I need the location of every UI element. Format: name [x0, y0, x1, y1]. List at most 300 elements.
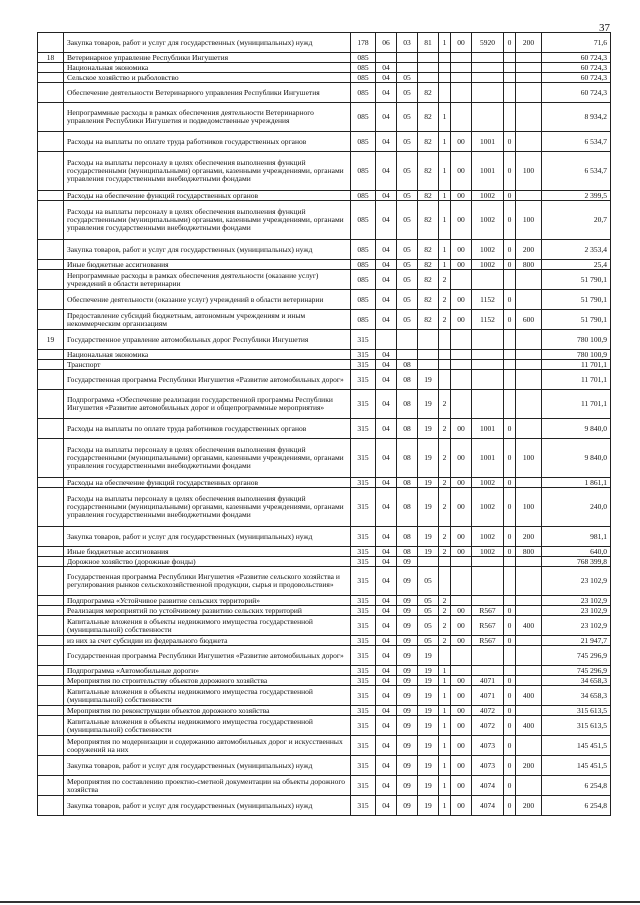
program-code-cell: 19 [418, 736, 439, 756]
item-name-cell: Капитальные вложения в объекты недвижимого имущества государственной (муниципальной) собственности [64, 616, 351, 636]
table-row [38, 796, 611, 816]
direction-code-cell [472, 350, 504, 360]
extra-code-cell: 0 [504, 736, 516, 756]
program-code-cell: 82 [418, 260, 439, 270]
program-code-cell: 19 [418, 419, 439, 439]
item-name-cell: Мероприятия по модернизации и содержанию автомобильных дорог и искусственных сооружений на них [64, 736, 351, 756]
program-code-cell: 19 [418, 390, 439, 419]
activity-code-cell: 00 [451, 240, 472, 260]
activity-code-cell: 00 [451, 547, 472, 557]
table-row [38, 330, 611, 350]
subsection-code-cell: 05 [397, 73, 418, 83]
subprogram-code-cell: 1 [439, 666, 451, 676]
expense-type-cell: 200 [516, 33, 542, 53]
table-row [38, 53, 611, 63]
activity-code-cell [451, 83, 472, 103]
row-number-cell [38, 547, 64, 557]
extra-code-cell [504, 596, 516, 606]
direction-code-cell: 1002 [472, 240, 504, 260]
program-code-cell: 19 [418, 478, 439, 488]
table-row [38, 191, 611, 201]
ministry-code-cell: 315 [351, 596, 376, 606]
activity-code-cell: 00 [451, 706, 472, 716]
ministry-code-cell: 315 [351, 666, 376, 676]
amount-cell: 51 790,1 [542, 270, 611, 290]
subprogram-code-cell: 1 [439, 796, 451, 816]
table-row [38, 390, 611, 419]
activity-code-cell: 00 [451, 310, 472, 330]
amount-cell: 9 840,0 [542, 439, 611, 478]
budget-table [37, 32, 611, 816]
row-number-cell [38, 636, 64, 646]
direction-code-cell [472, 103, 504, 132]
direction-code-cell: 1001 [472, 152, 504, 191]
activity-code-cell: 00 [451, 152, 472, 191]
item-name-cell: Иные бюджетные ассигнования [64, 547, 351, 557]
row-number-cell [38, 132, 64, 152]
section-code-cell [376, 330, 397, 350]
activity-code-cell: 00 [451, 736, 472, 756]
expense-type-cell [516, 103, 542, 132]
section-code-cell: 04 [376, 567, 397, 596]
subprogram-code-cell: 1 [439, 706, 451, 716]
expense-type-cell [516, 191, 542, 201]
amount-cell: 640,0 [542, 547, 611, 557]
extra-code-cell [504, 646, 516, 666]
amount-cell: 9 840,0 [542, 419, 611, 439]
table-row [38, 33, 611, 53]
table-row [38, 201, 611, 240]
program-code-cell: 82 [418, 201, 439, 240]
subprogram-code-cell: 1 [439, 736, 451, 756]
subprogram-code-cell: 1 [439, 103, 451, 132]
expense-type-cell [516, 83, 542, 103]
direction-code-cell [472, 390, 504, 419]
subsection-code-cell: 05 [397, 191, 418, 201]
item-name-cell: Расходы на выплаты персоналу в целях обеспечения выполнения функций государственными (муниципальными) органами, казенными учреждениями, органами управления государственными внебюджетными фондами [64, 488, 351, 527]
expense-type-cell [516, 53, 542, 63]
direction-code-cell: 4072 [472, 716, 504, 736]
direction-code-cell [472, 646, 504, 666]
section-code-cell: 04 [376, 191, 397, 201]
subprogram-code-cell [439, 53, 451, 63]
table-row [38, 616, 611, 636]
table-row [38, 260, 611, 270]
ministry-code-cell: 085 [351, 191, 376, 201]
activity-code-cell: 00 [451, 488, 472, 527]
subsection-code-cell: 09 [397, 557, 418, 567]
ministry-code-cell: 315 [351, 557, 376, 567]
expense-type-cell [516, 666, 542, 676]
extra-code-cell [504, 330, 516, 350]
ministry-code-cell: 085 [351, 132, 376, 152]
extra-code-cell [504, 103, 516, 132]
item-name-cell: Предоставление субсидий бюджетным, автономным учреждениям и иным некоммерческим организациям [64, 310, 351, 330]
program-code-cell: 82 [418, 270, 439, 290]
table-row [38, 290, 611, 310]
ministry-code-cell: 315 [351, 547, 376, 557]
row-number-cell [38, 439, 64, 478]
subprogram-code-cell: 2 [439, 606, 451, 616]
section-code-cell: 04 [376, 736, 397, 756]
item-name-cell: Национальная экономика [64, 63, 351, 73]
direction-code-cell: 4071 [472, 676, 504, 686]
direction-code-cell: 1002 [472, 478, 504, 488]
row-number-cell [38, 350, 64, 360]
row-number-cell: 19 [38, 330, 64, 350]
section-code-cell: 04 [376, 360, 397, 370]
subsection-code-cell: 09 [397, 567, 418, 596]
program-code-cell: 82 [418, 132, 439, 152]
subprogram-code-cell: 2 [439, 488, 451, 527]
direction-code-cell: 1002 [472, 488, 504, 527]
subsection-code-cell: 05 [397, 201, 418, 240]
section-code-cell: 04 [376, 666, 397, 676]
subsection-code-cell: 05 [397, 260, 418, 270]
section-code-cell: 04 [376, 706, 397, 716]
row-number-cell [38, 796, 64, 816]
subsection-code-cell: 09 [397, 776, 418, 796]
activity-code-cell: 00 [451, 716, 472, 736]
subsection-code-cell: 09 [397, 756, 418, 776]
section-code-cell: 04 [376, 646, 397, 666]
direction-code-cell [472, 73, 504, 83]
activity-code-cell: 00 [451, 636, 472, 646]
direction-code-cell: 1152 [472, 290, 504, 310]
table-row [38, 547, 611, 557]
table-row [38, 567, 611, 596]
subprogram-code-cell: 1 [439, 716, 451, 736]
subsection-code-cell: 03 [397, 33, 418, 53]
section-code-cell: 04 [376, 350, 397, 360]
expense-type-cell [516, 606, 542, 616]
program-code-cell: 19 [418, 716, 439, 736]
expense-type-cell: 200 [516, 240, 542, 260]
item-name-cell: Расходы на обеспечение функций государственных органов [64, 478, 351, 488]
expense-type-cell [516, 736, 542, 756]
subsection-code-cell: 09 [397, 646, 418, 666]
expense-type-cell [516, 557, 542, 567]
expense-type-cell: 200 [516, 796, 542, 816]
program-code-cell: 82 [418, 103, 439, 132]
table-row [38, 666, 611, 676]
section-code-cell: 04 [376, 756, 397, 776]
extra-code-cell [504, 63, 516, 73]
expense-type-cell [516, 290, 542, 310]
amount-cell: 315 613,5 [542, 716, 611, 736]
expense-type-cell [516, 350, 542, 360]
amount-cell: 780 100,9 [542, 350, 611, 360]
extra-code-cell: 0 [504, 439, 516, 478]
table-row [38, 360, 611, 370]
item-name-cell: Дорожное хозяйство (дорожные фонды) [64, 557, 351, 567]
item-name-cell: Мероприятия по реконструкции объектов дорожного хозяйства [64, 706, 351, 716]
row-number-cell [38, 676, 64, 686]
extra-code-cell: 0 [504, 547, 516, 557]
section-code-cell: 04 [376, 796, 397, 816]
section-code-cell: 04 [376, 63, 397, 73]
amount-cell: 11 701,1 [542, 370, 611, 390]
subprogram-code-cell: 2 [439, 527, 451, 547]
item-name-cell: Государственное управление автомобильных дорог Республики Ингушетия [64, 330, 351, 350]
activity-code-cell: 00 [451, 191, 472, 201]
program-code-cell: 05 [418, 616, 439, 636]
amount-cell: 60 724,3 [542, 63, 611, 73]
table-row [38, 736, 611, 756]
activity-code-cell [451, 63, 472, 73]
row-number-cell [38, 478, 64, 488]
row-number-cell [38, 606, 64, 616]
section-code-cell: 04 [376, 103, 397, 132]
subprogram-code-cell [439, 63, 451, 73]
direction-code-cell: 1002 [472, 527, 504, 547]
table-row [38, 478, 611, 488]
amount-cell: 2 353,4 [542, 240, 611, 260]
amount-cell: 745 296,9 [542, 646, 611, 666]
subprogram-code-cell: 1 [439, 33, 451, 53]
section-code-cell: 04 [376, 478, 397, 488]
section-code-cell: 04 [376, 616, 397, 636]
ministry-code-cell: 085 [351, 53, 376, 63]
subsection-code-cell: 05 [397, 152, 418, 191]
section-code-cell [376, 53, 397, 63]
table-row [38, 596, 611, 606]
program-code-cell: 19 [418, 439, 439, 478]
subsection-code-cell: 09 [397, 706, 418, 716]
direction-code-cell: 1001 [472, 132, 504, 152]
direction-code-cell [472, 666, 504, 676]
extra-code-cell [504, 390, 516, 419]
amount-cell: 315 613,5 [542, 706, 611, 716]
subsection-code-cell: 08 [397, 488, 418, 527]
row-number-cell [38, 63, 64, 73]
subprogram-code-cell: 1 [439, 132, 451, 152]
subsection-code-cell: 09 [397, 596, 418, 606]
section-code-cell: 04 [376, 606, 397, 616]
section-code-cell: 04 [376, 73, 397, 83]
item-name-cell: из них за счет субсидии из федерального бюджета [64, 636, 351, 646]
amount-cell: 34 658,3 [542, 686, 611, 706]
subprogram-code-cell: 1 [439, 676, 451, 686]
row-number-cell [38, 596, 64, 606]
activity-code-cell [451, 330, 472, 350]
subsection-code-cell: 09 [397, 716, 418, 736]
extra-code-cell [504, 360, 516, 370]
item-name-cell: Сельское хозяйство и рыболовство [64, 73, 351, 83]
direction-code-cell [472, 63, 504, 73]
table-row [38, 646, 611, 666]
subprogram-code-cell: 1 [439, 260, 451, 270]
extra-code-cell: 0 [504, 201, 516, 240]
row-number-cell [38, 83, 64, 103]
subprogram-code-cell [439, 557, 451, 567]
expense-type-cell: 400 [516, 716, 542, 736]
table-row [38, 606, 611, 616]
expense-type-cell [516, 567, 542, 596]
table-row [38, 270, 611, 290]
direction-code-cell [472, 370, 504, 390]
section-code-cell: 04 [376, 83, 397, 103]
subprogram-code-cell [439, 646, 451, 666]
activity-code-cell: 00 [451, 201, 472, 240]
row-number-cell [38, 716, 64, 736]
program-code-cell: 19 [418, 756, 439, 776]
subsection-code-cell [397, 330, 418, 350]
amount-cell: 240,0 [542, 488, 611, 527]
ministry-code-cell: 315 [351, 616, 376, 636]
extra-code-cell: 0 [504, 636, 516, 646]
subsection-code-cell: 09 [397, 606, 418, 616]
ministry-code-cell: 085 [351, 152, 376, 191]
subprogram-code-cell: 2 [439, 616, 451, 636]
extra-code-cell: 0 [504, 527, 516, 547]
program-code-cell: 82 [418, 290, 439, 310]
direction-code-cell [472, 53, 504, 63]
amount-cell: 51 790,1 [542, 310, 611, 330]
expense-type-cell [516, 646, 542, 666]
amount-cell: 11 701,1 [542, 360, 611, 370]
subprogram-code-cell: 2 [439, 478, 451, 488]
subprogram-code-cell: 2 [439, 270, 451, 290]
ministry-code-cell: 085 [351, 270, 376, 290]
subsection-code-cell: 05 [397, 132, 418, 152]
subsection-code-cell: 08 [397, 439, 418, 478]
program-code-cell [418, 350, 439, 360]
item-name-cell: Непрограммные расходы в рамках обеспечения деятельности Ветеринарного управления Республики Ингушетия и подведомственные учреждения [64, 103, 351, 132]
extra-code-cell: 0 [504, 716, 516, 736]
subprogram-code-cell [439, 73, 451, 83]
amount-cell: 768 399,8 [542, 557, 611, 567]
subsection-code-cell: 08 [397, 478, 418, 488]
activity-code-cell [451, 270, 472, 290]
activity-code-cell [451, 596, 472, 606]
subprogram-code-cell: 1 [439, 152, 451, 191]
extra-code-cell: 0 [504, 478, 516, 488]
amount-cell: 21 947,7 [542, 636, 611, 646]
amount-cell: 780 100,9 [542, 330, 611, 350]
row-number-cell [38, 756, 64, 776]
program-code-cell: 82 [418, 191, 439, 201]
section-code-cell: 04 [376, 270, 397, 290]
amount-cell: 145 451,5 [542, 736, 611, 756]
row-number-cell [38, 557, 64, 567]
subsection-code-cell: 05 [397, 240, 418, 260]
item-name-cell: Ветеринарное управление Республики Ингушетия [64, 53, 351, 63]
row-number-cell [38, 103, 64, 132]
expense-type-cell [516, 132, 542, 152]
program-code-cell: 05 [418, 596, 439, 606]
amount-cell: 60 724,3 [542, 83, 611, 103]
direction-code-cell [472, 360, 504, 370]
expense-type-cell: 100 [516, 488, 542, 527]
activity-code-cell: 00 [451, 527, 472, 547]
subsection-code-cell: 05 [397, 290, 418, 310]
section-code-cell: 04 [376, 439, 397, 478]
section-code-cell: 04 [376, 419, 397, 439]
section-code-cell: 04 [376, 132, 397, 152]
subprogram-code-cell: 1 [439, 686, 451, 706]
row-number-cell [38, 201, 64, 240]
subprogram-code-cell [439, 330, 451, 350]
extra-code-cell [504, 370, 516, 390]
ministry-code-cell: 178 [351, 33, 376, 53]
activity-code-cell: 00 [451, 616, 472, 636]
table-row [38, 419, 611, 439]
item-name-cell: Непрограммные расходы в рамках обеспечения деятельности (оказание услуг) учреждений в области ветеринарии [64, 270, 351, 290]
ministry-code-cell: 315 [351, 567, 376, 596]
section-code-cell: 04 [376, 527, 397, 547]
extra-code-cell: 0 [504, 488, 516, 527]
activity-code-cell: 00 [451, 606, 472, 616]
direction-code-cell [472, 557, 504, 567]
ministry-code-cell: 085 [351, 83, 376, 103]
direction-code-cell: 1002 [472, 191, 504, 201]
subprogram-code-cell [439, 360, 451, 370]
direction-code-cell: 5920 [472, 33, 504, 53]
expense-type-cell [516, 676, 542, 686]
activity-code-cell [451, 103, 472, 132]
ministry-code-cell: 315 [351, 676, 376, 686]
program-code-cell: 19 [418, 547, 439, 557]
amount-cell: 8 934,2 [542, 103, 611, 132]
direction-code-cell: R567 [472, 636, 504, 646]
extra-code-cell: 0 [504, 419, 516, 439]
item-name-cell: Закупка товаров, работ и услуг для государственных (муниципальных) нужд [64, 33, 351, 53]
extra-code-cell: 0 [504, 606, 516, 616]
row-number-cell [38, 33, 64, 53]
section-code-cell: 04 [376, 260, 397, 270]
direction-code-cell: R567 [472, 606, 504, 616]
program-code-cell: 19 [418, 646, 439, 666]
activity-code-cell: 00 [451, 132, 472, 152]
direction-code-cell: 1002 [472, 547, 504, 557]
table-row [38, 152, 611, 191]
ministry-code-cell: 315 [351, 527, 376, 547]
item-name-cell: Государственная программа Республики Ингушетия «Развитие автомобильных дорог» [64, 370, 351, 390]
item-name-cell: Расходы на выплаты персоналу в целях обеспечения выполнения функций государственными (муниципальными) органами, казенными учреждениями, органами управления государственными внебюджетными фондами [64, 152, 351, 191]
expense-type-cell [516, 63, 542, 73]
activity-code-cell: 00 [451, 776, 472, 796]
program-code-cell: 19 [418, 776, 439, 796]
program-code-cell: 19 [418, 370, 439, 390]
row-number-cell [38, 419, 64, 439]
amount-cell: 745 296,9 [542, 666, 611, 676]
amount-cell: 145 451,5 [542, 756, 611, 776]
extra-code-cell: 0 [504, 290, 516, 310]
extra-code-cell [504, 350, 516, 360]
amount-cell: 51 790,1 [542, 290, 611, 310]
amount-cell: 25,4 [542, 260, 611, 270]
direction-code-cell [472, 330, 504, 350]
subsection-code-cell [397, 350, 418, 360]
item-name-cell: Закупка товаров, работ и услуг для государственных (муниципальных) нужд [64, 796, 351, 816]
program-code-cell [418, 360, 439, 370]
row-number-cell [38, 646, 64, 666]
row-number-cell [38, 152, 64, 191]
item-name-cell: Иные бюджетные ассигнования [64, 260, 351, 270]
ministry-code-cell: 085 [351, 201, 376, 240]
amount-cell: 23 102,9 [542, 567, 611, 596]
item-name-cell: Капитальные вложения в объекты недвижимого имущества государственной (муниципальной) собственности [64, 716, 351, 736]
extra-code-cell [504, 83, 516, 103]
expense-type-cell [516, 330, 542, 350]
table-row [38, 756, 611, 776]
section-code-cell: 04 [376, 488, 397, 527]
extra-code-cell [504, 567, 516, 596]
direction-code-cell: 4074 [472, 796, 504, 816]
expense-type-cell [516, 370, 542, 390]
item-name-cell: Государственная программа Республики Ингушетия «Развитие автомобильных дорог» [64, 646, 351, 666]
